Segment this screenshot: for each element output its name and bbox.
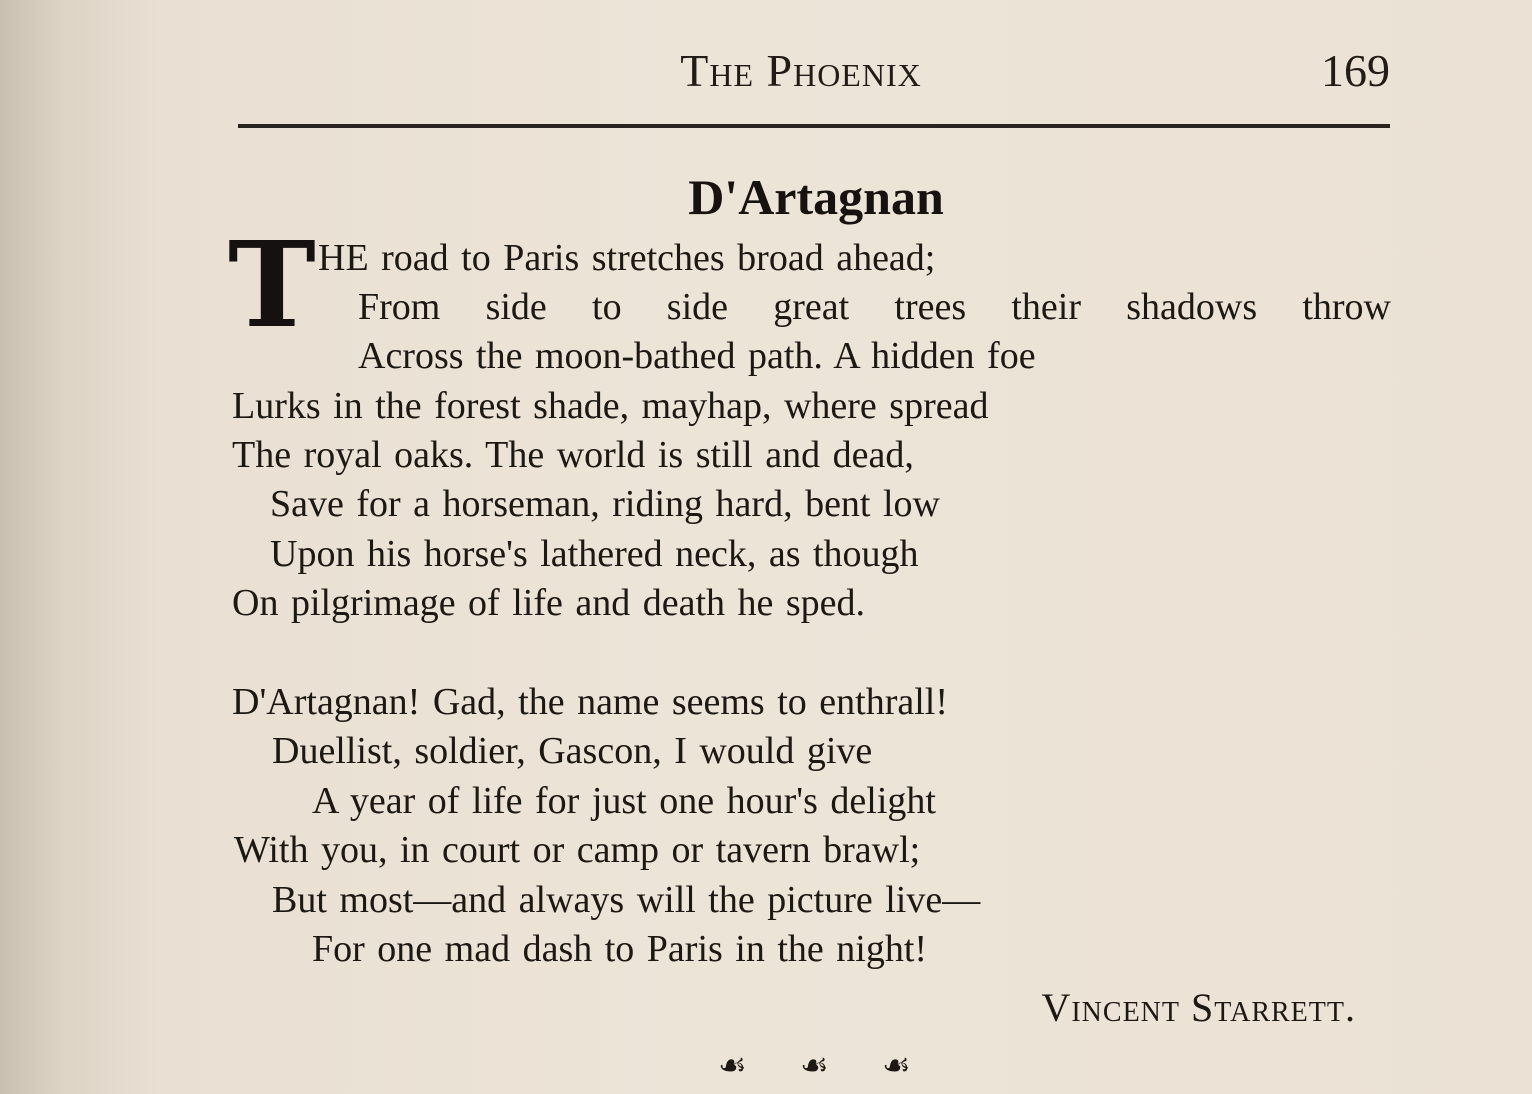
fleuron-icon: ☙: [882, 1047, 911, 1083]
poem-line: From side to side great trees their shadows throw: [358, 286, 1391, 328]
poem-title: D'Artagnan: [688, 169, 944, 225]
author-signature: Vincent Starrett.: [1041, 985, 1356, 1030]
poem-line: D'Artagnan! Gad, the name seems to enthrall!: [232, 681, 948, 723]
ornament-row: [718, 1046, 964, 1084]
poem-line: Lurks in the forest shade, mayhap, where spread: [232, 385, 989, 427]
page-number: 169: [1321, 45, 1390, 96]
fleuron-icon: ☙: [718, 1047, 747, 1083]
fleuron-icon: ☙: [800, 1047, 829, 1083]
poem-line: Duellist, soldier, Gascon, I would give: [272, 730, 873, 772]
poem-line: A year of life for just one hour's delight: [312, 780, 936, 822]
poem-line: For one mad dash to Paris in the night!: [312, 928, 928, 970]
poem-line: With you, in court or camp or tavern brawl;: [234, 829, 921, 871]
running-head: The Phoenix: [680, 45, 922, 96]
poem-line: On pilgrimage of life and death he sped.: [232, 582, 866, 624]
poem-line: The royal oaks. The world is still and dead,: [232, 434, 914, 476]
poem-line: Across the moon-bathed path. A hidden foe: [358, 335, 1036, 377]
poem-line: Upon his horse's lathered neck, as though: [270, 533, 919, 575]
poem-line: Save for a horseman, riding hard, bent low: [270, 483, 940, 525]
poem-line: But most—and always will the picture live—: [272, 879, 981, 921]
header-rule: [238, 124, 1390, 128]
poem-line: HE road to Paris stretches broad ahead;: [318, 237, 936, 279]
drop-cap: T: [228, 215, 316, 354]
